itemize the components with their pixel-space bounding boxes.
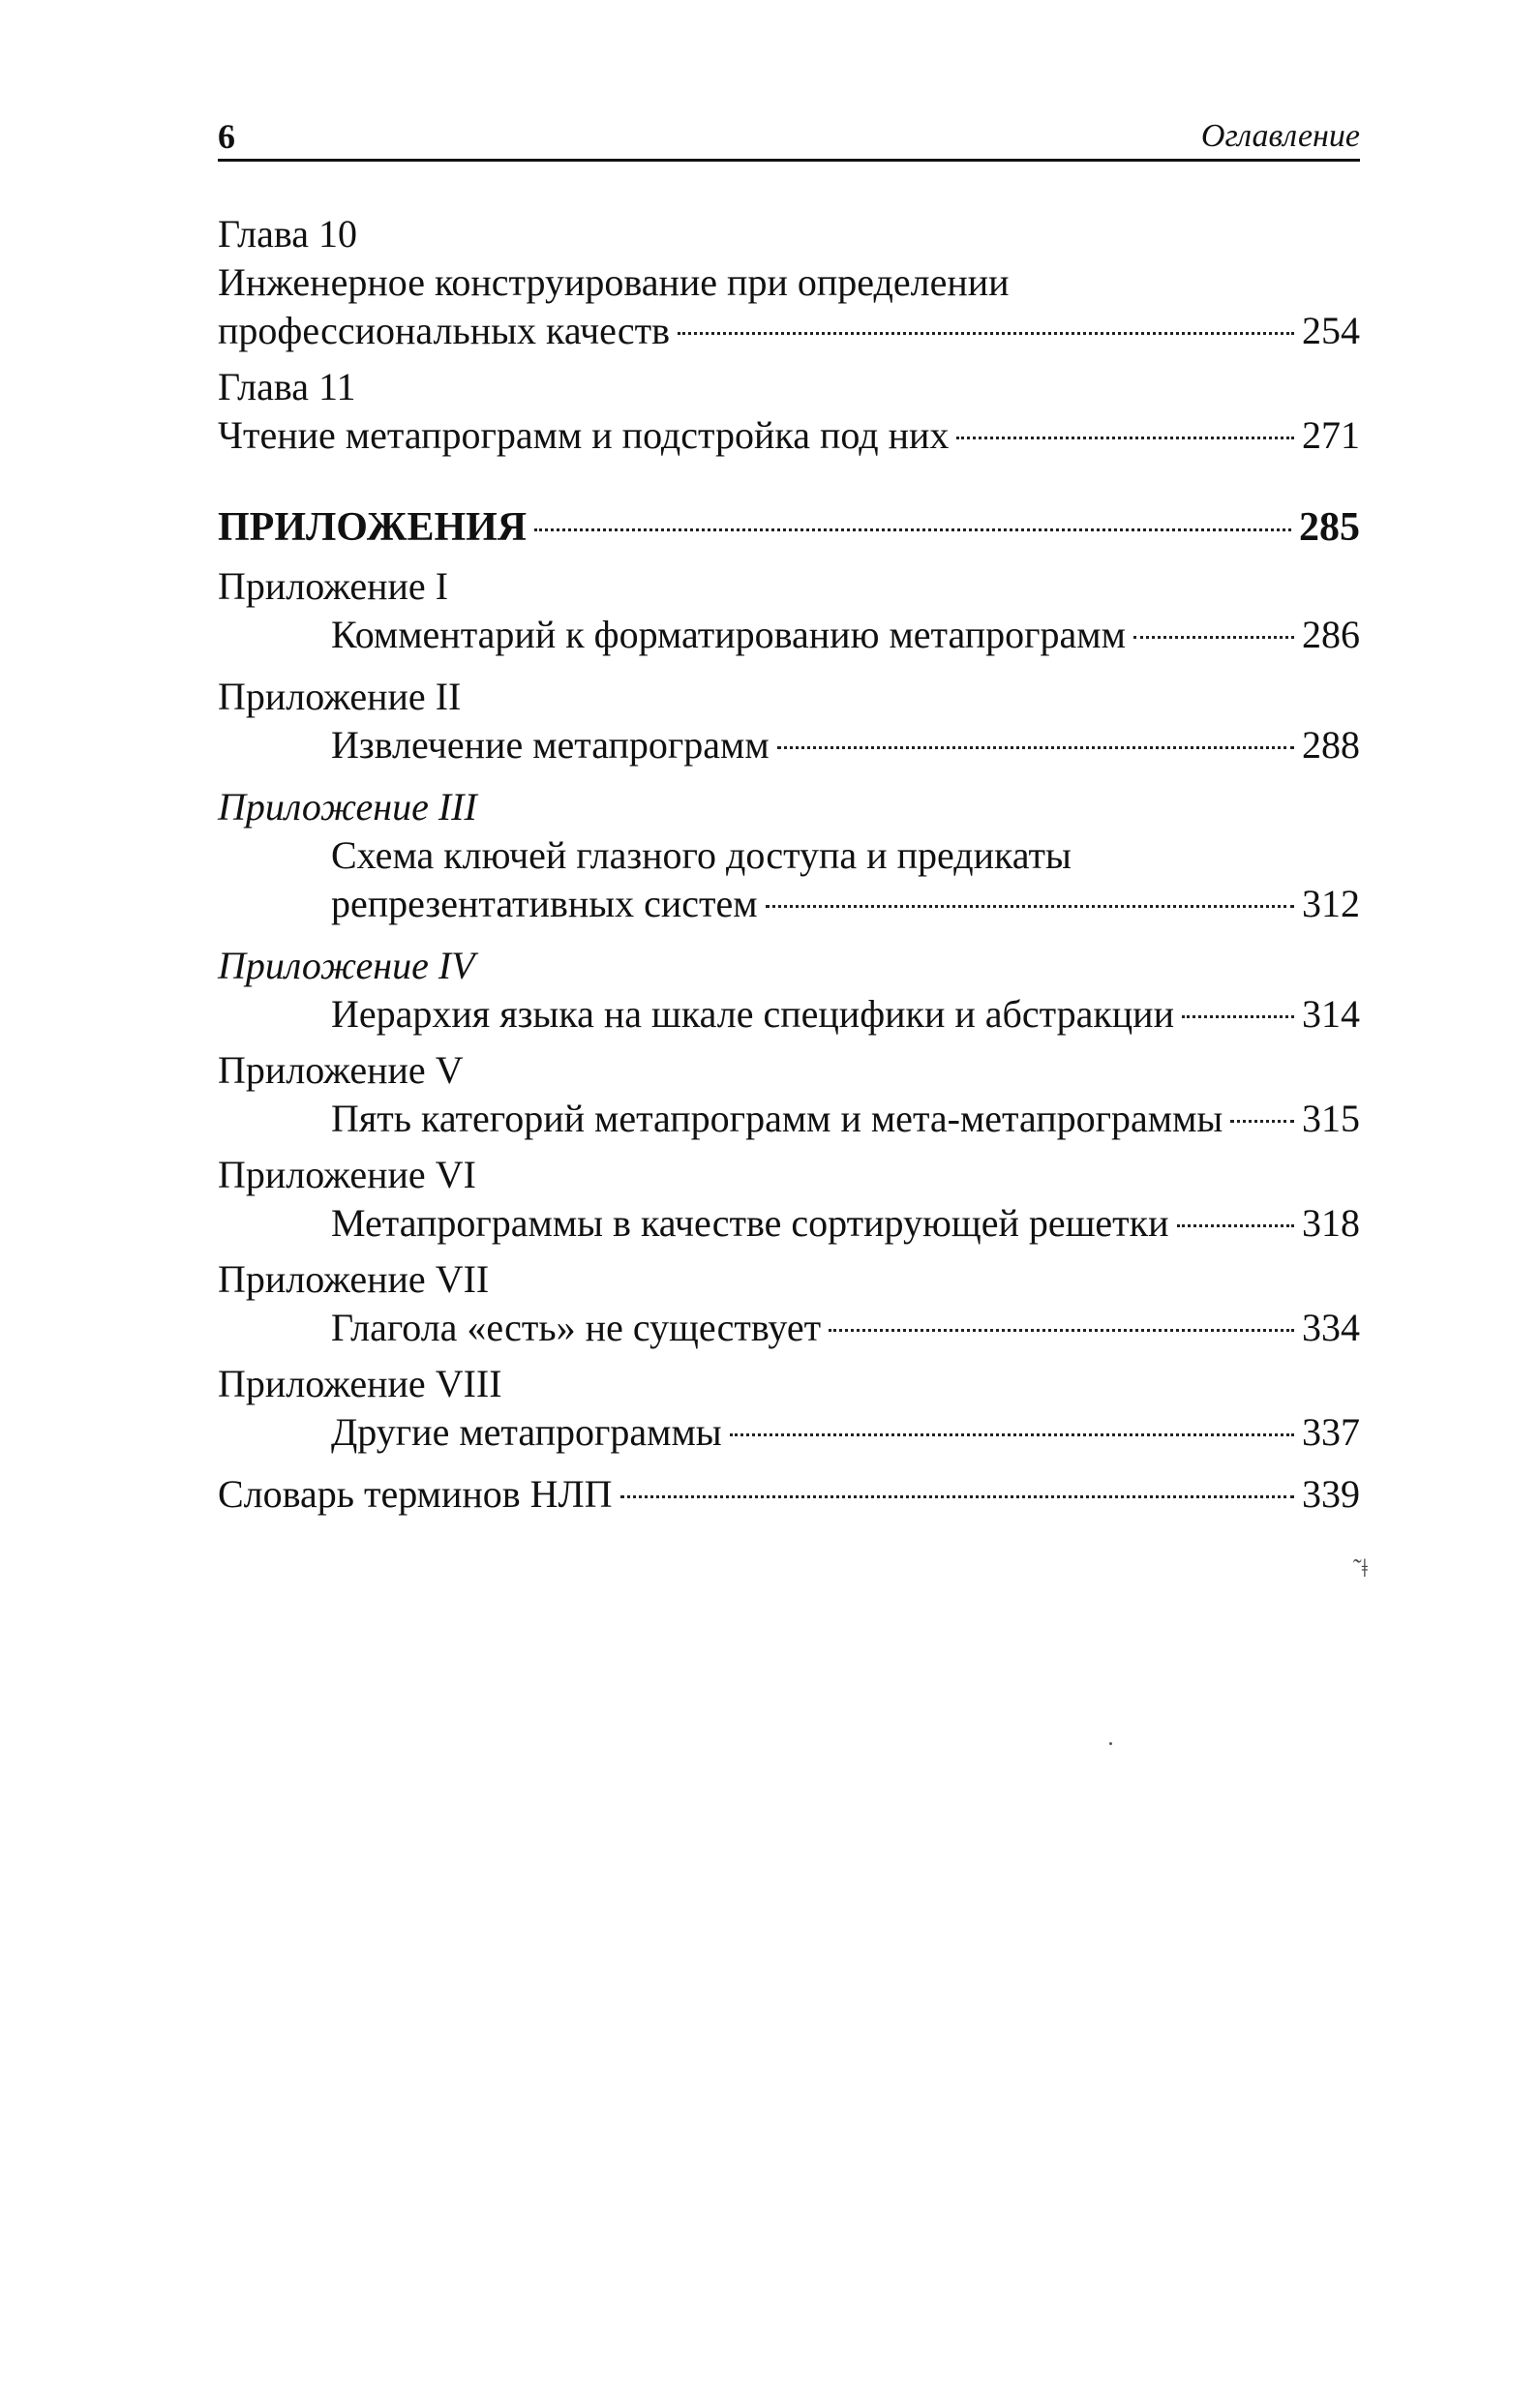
appendix-2-page: 288 xyxy=(1302,723,1360,767)
page-number: 6 xyxy=(218,117,235,156)
toc-entry-appendix-8[interactable] xyxy=(218,1408,1360,1457)
dot-leader xyxy=(678,332,1294,335)
dot-leader xyxy=(1182,1015,1294,1018)
toc-entry-appendix-5[interactable] xyxy=(218,1095,1360,1143)
print-speck xyxy=(1109,1742,1112,1745)
toc-entry-glossary[interactable] xyxy=(218,1470,1360,1519)
dot-leader xyxy=(777,746,1294,749)
appendix-8-page: 337 xyxy=(1302,1410,1360,1454)
chapter-10-title-line2: профессиональных качеств xyxy=(218,309,670,352)
appendix-3-label: Приложение III xyxy=(218,785,477,829)
appendices-page: 285 xyxy=(1299,505,1360,550)
dot-leader xyxy=(1177,1224,1295,1227)
appendix-7-label: Приложение VII xyxy=(218,1257,490,1301)
stray-print-mark: ˜ǂ xyxy=(1353,1554,1369,1582)
appendix-4-title: Иерархия языка на шкале специфики и абстракции xyxy=(331,992,1174,1036)
appendix-5-label: Приложение V xyxy=(218,1048,464,1092)
dot-leader xyxy=(956,437,1294,439)
appendix-4-label: Приложение IV xyxy=(218,944,475,987)
chapter-11-label: Глава 11 xyxy=(218,365,356,408)
toc-entry-chapter-11[interactable] xyxy=(218,411,1360,460)
dot-leader xyxy=(1230,1120,1294,1123)
appendix-3-page: 312 xyxy=(1302,882,1360,925)
toc-entry-appendix-7[interactable] xyxy=(218,1304,1360,1352)
appendix-8-label: Приложение VIII xyxy=(218,1362,502,1405)
chapter-10-page: 254 xyxy=(1302,309,1360,352)
toc-entry-appendix-3[interactable] xyxy=(218,880,1360,928)
toc-entry-appendices[interactable] xyxy=(218,500,1360,555)
appendix-1-label: Приложение I xyxy=(218,564,449,608)
appendix-5-page: 315 xyxy=(1302,1097,1360,1140)
toc-entry-appendix-6[interactable] xyxy=(218,1199,1360,1248)
toc-entry-appendix-2[interactable] xyxy=(218,721,1360,769)
toc-entry-appendix-1[interactable] xyxy=(218,611,1360,659)
appendix-8-title: Другие метапрограммы xyxy=(331,1410,722,1454)
dot-leader xyxy=(829,1329,1294,1332)
appendix-7-page: 334 xyxy=(1302,1306,1360,1349)
dot-leader xyxy=(534,528,1291,531)
toc-entry-appendix-4[interactable] xyxy=(218,990,1360,1039)
chapter-10-label: Глава 10 xyxy=(218,212,357,256)
appendix-6-title: Метапрограммы в качестве сортирующей решетки xyxy=(331,1201,1169,1245)
appendix-6-label: Приложение VI xyxy=(218,1153,476,1196)
appendix-2-label: Приложение II xyxy=(218,675,462,718)
table-of-contents xyxy=(218,210,1360,1519)
chapter-11-page: 271 xyxy=(1302,413,1360,457)
appendix-3-title-line1: Схема ключей глазного доступа и предикаты xyxy=(331,833,1072,877)
dot-leader xyxy=(766,905,1294,908)
appendix-1-title: Комментарий к форматированию метапрограмм xyxy=(331,613,1126,656)
chapter-10-title-line1: Инженерное конструирование при определении xyxy=(218,260,1010,304)
appendix-4-page: 314 xyxy=(1302,992,1360,1036)
running-title: Оглавление xyxy=(1200,118,1360,154)
chapter-11-title: Чтение метапрограмм и подстройка под них xyxy=(218,413,950,457)
appendices-title: ПРИЛОЖЕНИЯ xyxy=(218,505,528,550)
appendix-5-title: Пять категорий метапрограмм и мета-метапрограммы xyxy=(331,1097,1223,1140)
appendix-7-title: Глагола «есть» не существует xyxy=(331,1306,822,1349)
glossary-title: Словарь терминов НЛП xyxy=(218,1472,613,1516)
glossary-page: 339 xyxy=(1302,1472,1360,1516)
page-header xyxy=(218,108,1360,162)
appendix-3-title-line2: репрезентативных систем xyxy=(331,882,758,925)
dot-leader xyxy=(1133,636,1294,639)
toc-entry-chapter-10[interactable] xyxy=(218,307,1360,355)
dot-leader xyxy=(620,1495,1294,1498)
appendix-1-page: 286 xyxy=(1302,613,1360,656)
appendix-6-page: 318 xyxy=(1302,1201,1360,1245)
dot-leader xyxy=(730,1433,1294,1436)
appendix-2-title: Извлечение метапрограмм xyxy=(331,723,770,767)
